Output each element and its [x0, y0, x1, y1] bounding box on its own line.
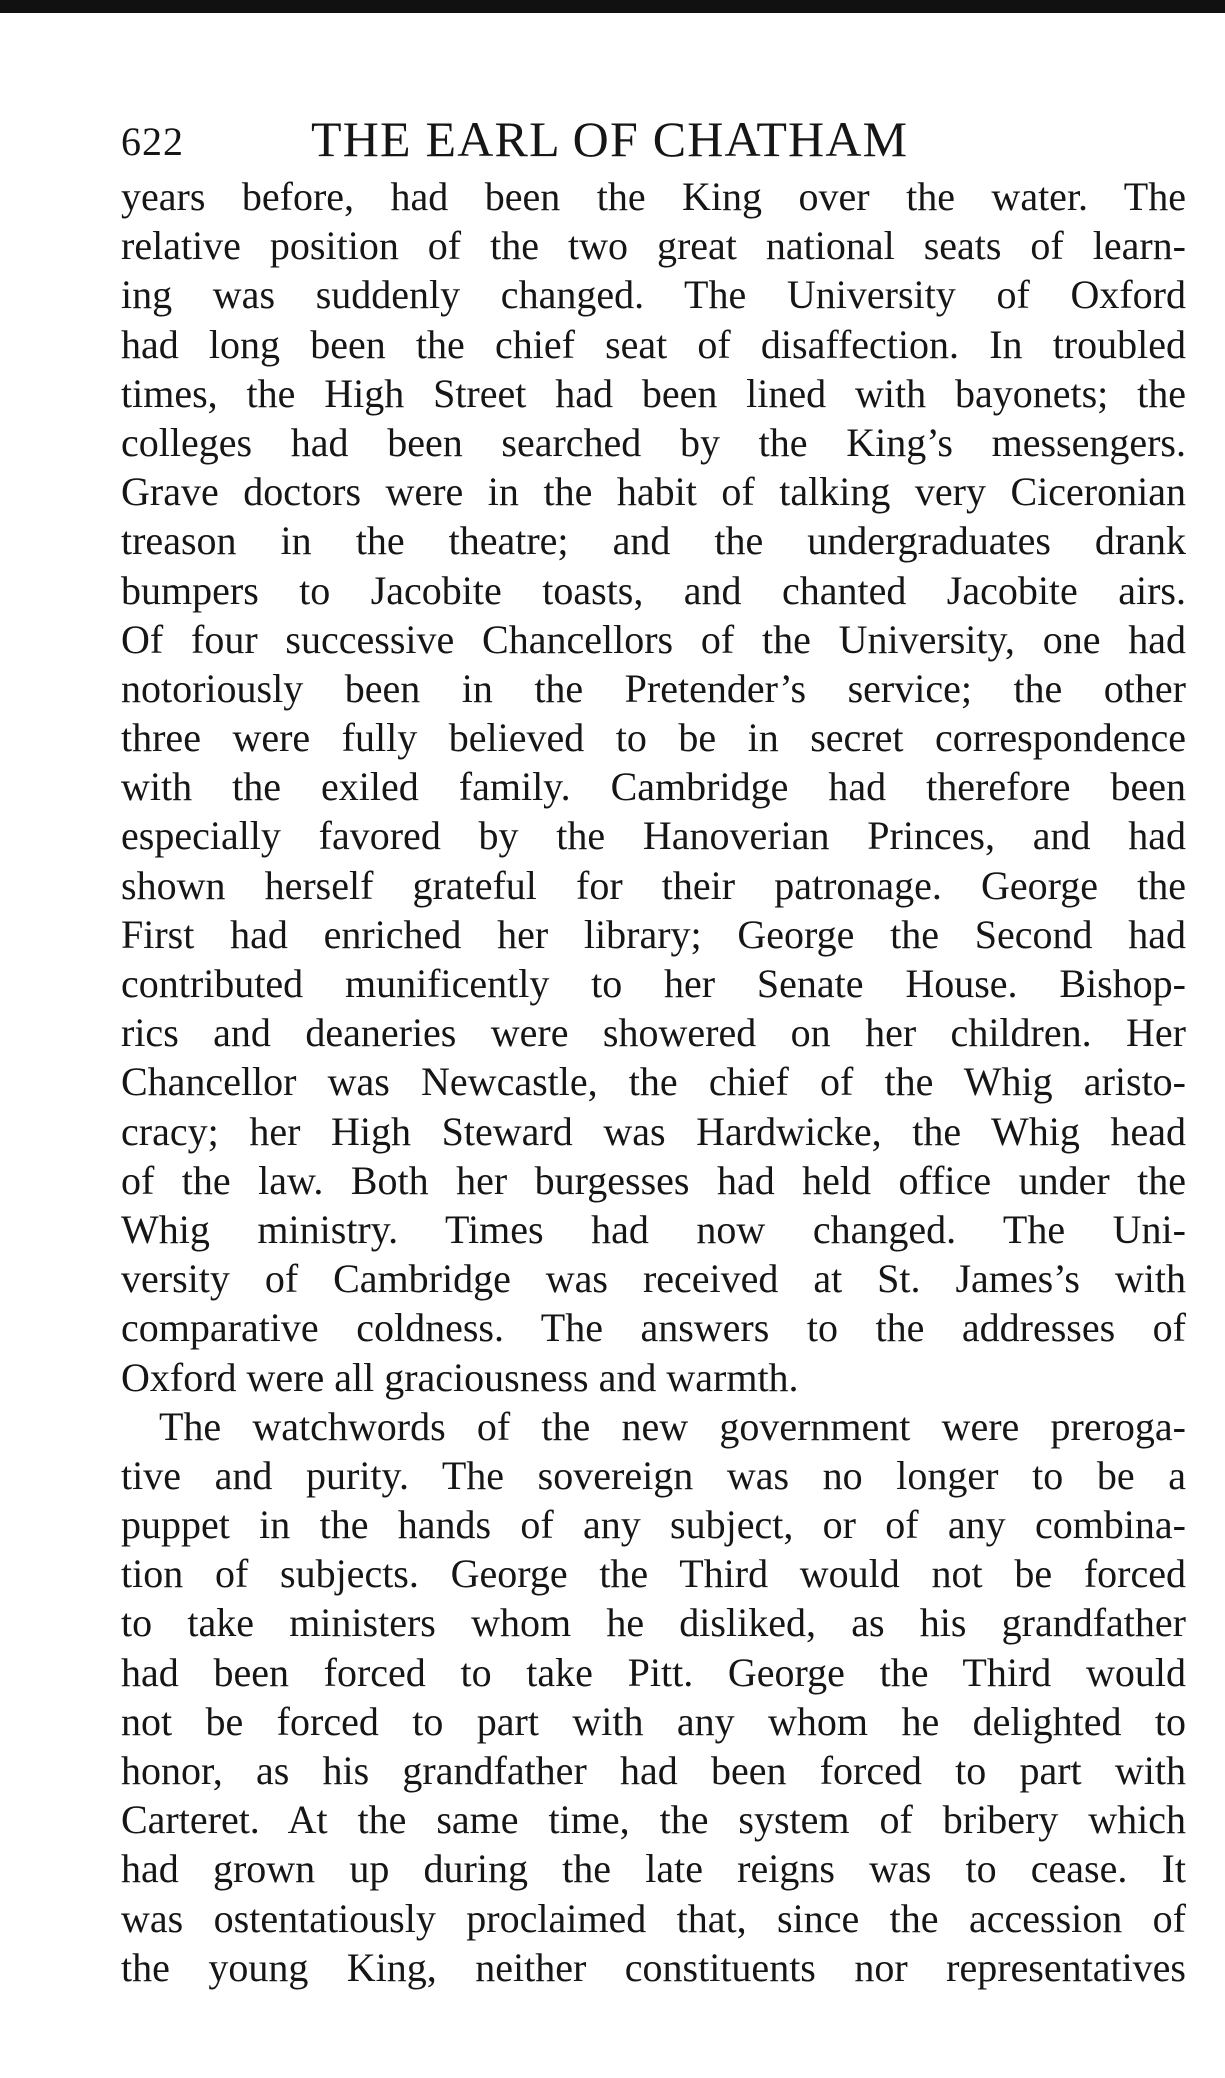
text-line: Oxford were all graciousness and warmth.	[121, 1354, 799, 1400]
text-line: notoriously been in the Pretender’s service; the other	[121, 665, 1186, 711]
text-line: had been forced to take Pitt. George the Third would	[121, 1649, 1186, 1695]
text-line: Grave doctors were in the habit of talking very Ciceronian	[121, 469, 1186, 515]
text-line: was ostentatiously proclaimed that, since the accession of	[121, 1895, 1186, 1941]
body-text	[121, 172, 1186, 1992]
text-line: contributed munificently to her Senate House. Bishop-	[121, 961, 1186, 1006]
text-line: had long been the chief seat of disaffection. In troubled	[121, 321, 1186, 367]
text-line: cracy; her High Steward was Hardwicke, the Whig head	[121, 1108, 1186, 1154]
text-line: treason in the theatre; and the undergraduates drank	[121, 518, 1186, 564]
text-line: versity of Cambridge was received at St. James’s with	[121, 1256, 1186, 1302]
text-line: bumpers to Jacobite toasts, and chanted Jacobite airs.	[121, 567, 1186, 613]
text-line: especially favored by the Hanoverian Princes, and had	[121, 813, 1186, 859]
text-line: ing was suddenly changed. The University of Oxford	[121, 272, 1186, 318]
text-line: rics and deaneries were showered on her children. Her	[121, 1010, 1186, 1056]
text-line: with the exiled family. Cambridge had therefore been	[121, 764, 1186, 810]
text-line: comparative coldness. The answers to the addresses of	[121, 1305, 1186, 1351]
page-number: 622	[121, 119, 184, 164]
text-line: three were fully believed to be in secret correspondence	[121, 715, 1186, 761]
running-head: THE EARL OF CHATHAM	[311, 111, 909, 167]
book-page	[121, 110, 1186, 1992]
text-line: times, the High Street had been lined with bayonets; the	[121, 370, 1186, 416]
page-header	[121, 110, 1186, 172]
text-line: relative position of the two great national seats of learn-	[121, 223, 1186, 269]
text-line: of the law. Both her burgesses had held office under the	[121, 1157, 1186, 1203]
text-line: not be forced to part with any whom he delighted to	[121, 1698, 1186, 1744]
text-line: colleges had been searched by the King’s messengers.	[121, 419, 1186, 465]
text-line: had grown up during the late reigns was to cease. It	[121, 1846, 1186, 1892]
text-line: the young King, neither constituents nor representatives	[121, 1944, 1186, 1990]
paragraph	[121, 1402, 1186, 1992]
paragraph	[121, 172, 1186, 1402]
text-line: Chancellor was Newcastle, the chief of the Whig aristo-	[121, 1059, 1186, 1105]
text-line: tion of subjects. George the Third would not be forced	[121, 1551, 1186, 1597]
text-line: First had enriched her library; George the Second had	[121, 911, 1186, 957]
text-line: shown herself grateful for their patronage. George the	[121, 862, 1186, 908]
text-line: to take ministers whom he disliked, as his grandfather	[121, 1600, 1186, 1646]
text-line: tive and purity. The sovereign was no longer to be a	[121, 1452, 1186, 1498]
text-line: The watchwords of the new government were preroga-	[159, 1403, 1186, 1449]
text-line: Whig ministry. Times had now changed. The Uni-	[121, 1206, 1186, 1252]
text-line: Carteret. At the same time, the system of bribery which	[121, 1797, 1186, 1843]
text-line: puppet in the hands of any subject, or of any combina-	[121, 1502, 1186, 1548]
top-rule	[0, 0, 1225, 13]
text-line: years before, had been the King over the water. The	[121, 174, 1186, 219]
text-line: honor, as his grandfather had been forced to part with	[121, 1748, 1186, 1793]
text-line: Of four successive Chancellors of the University, one had	[121, 616, 1186, 662]
